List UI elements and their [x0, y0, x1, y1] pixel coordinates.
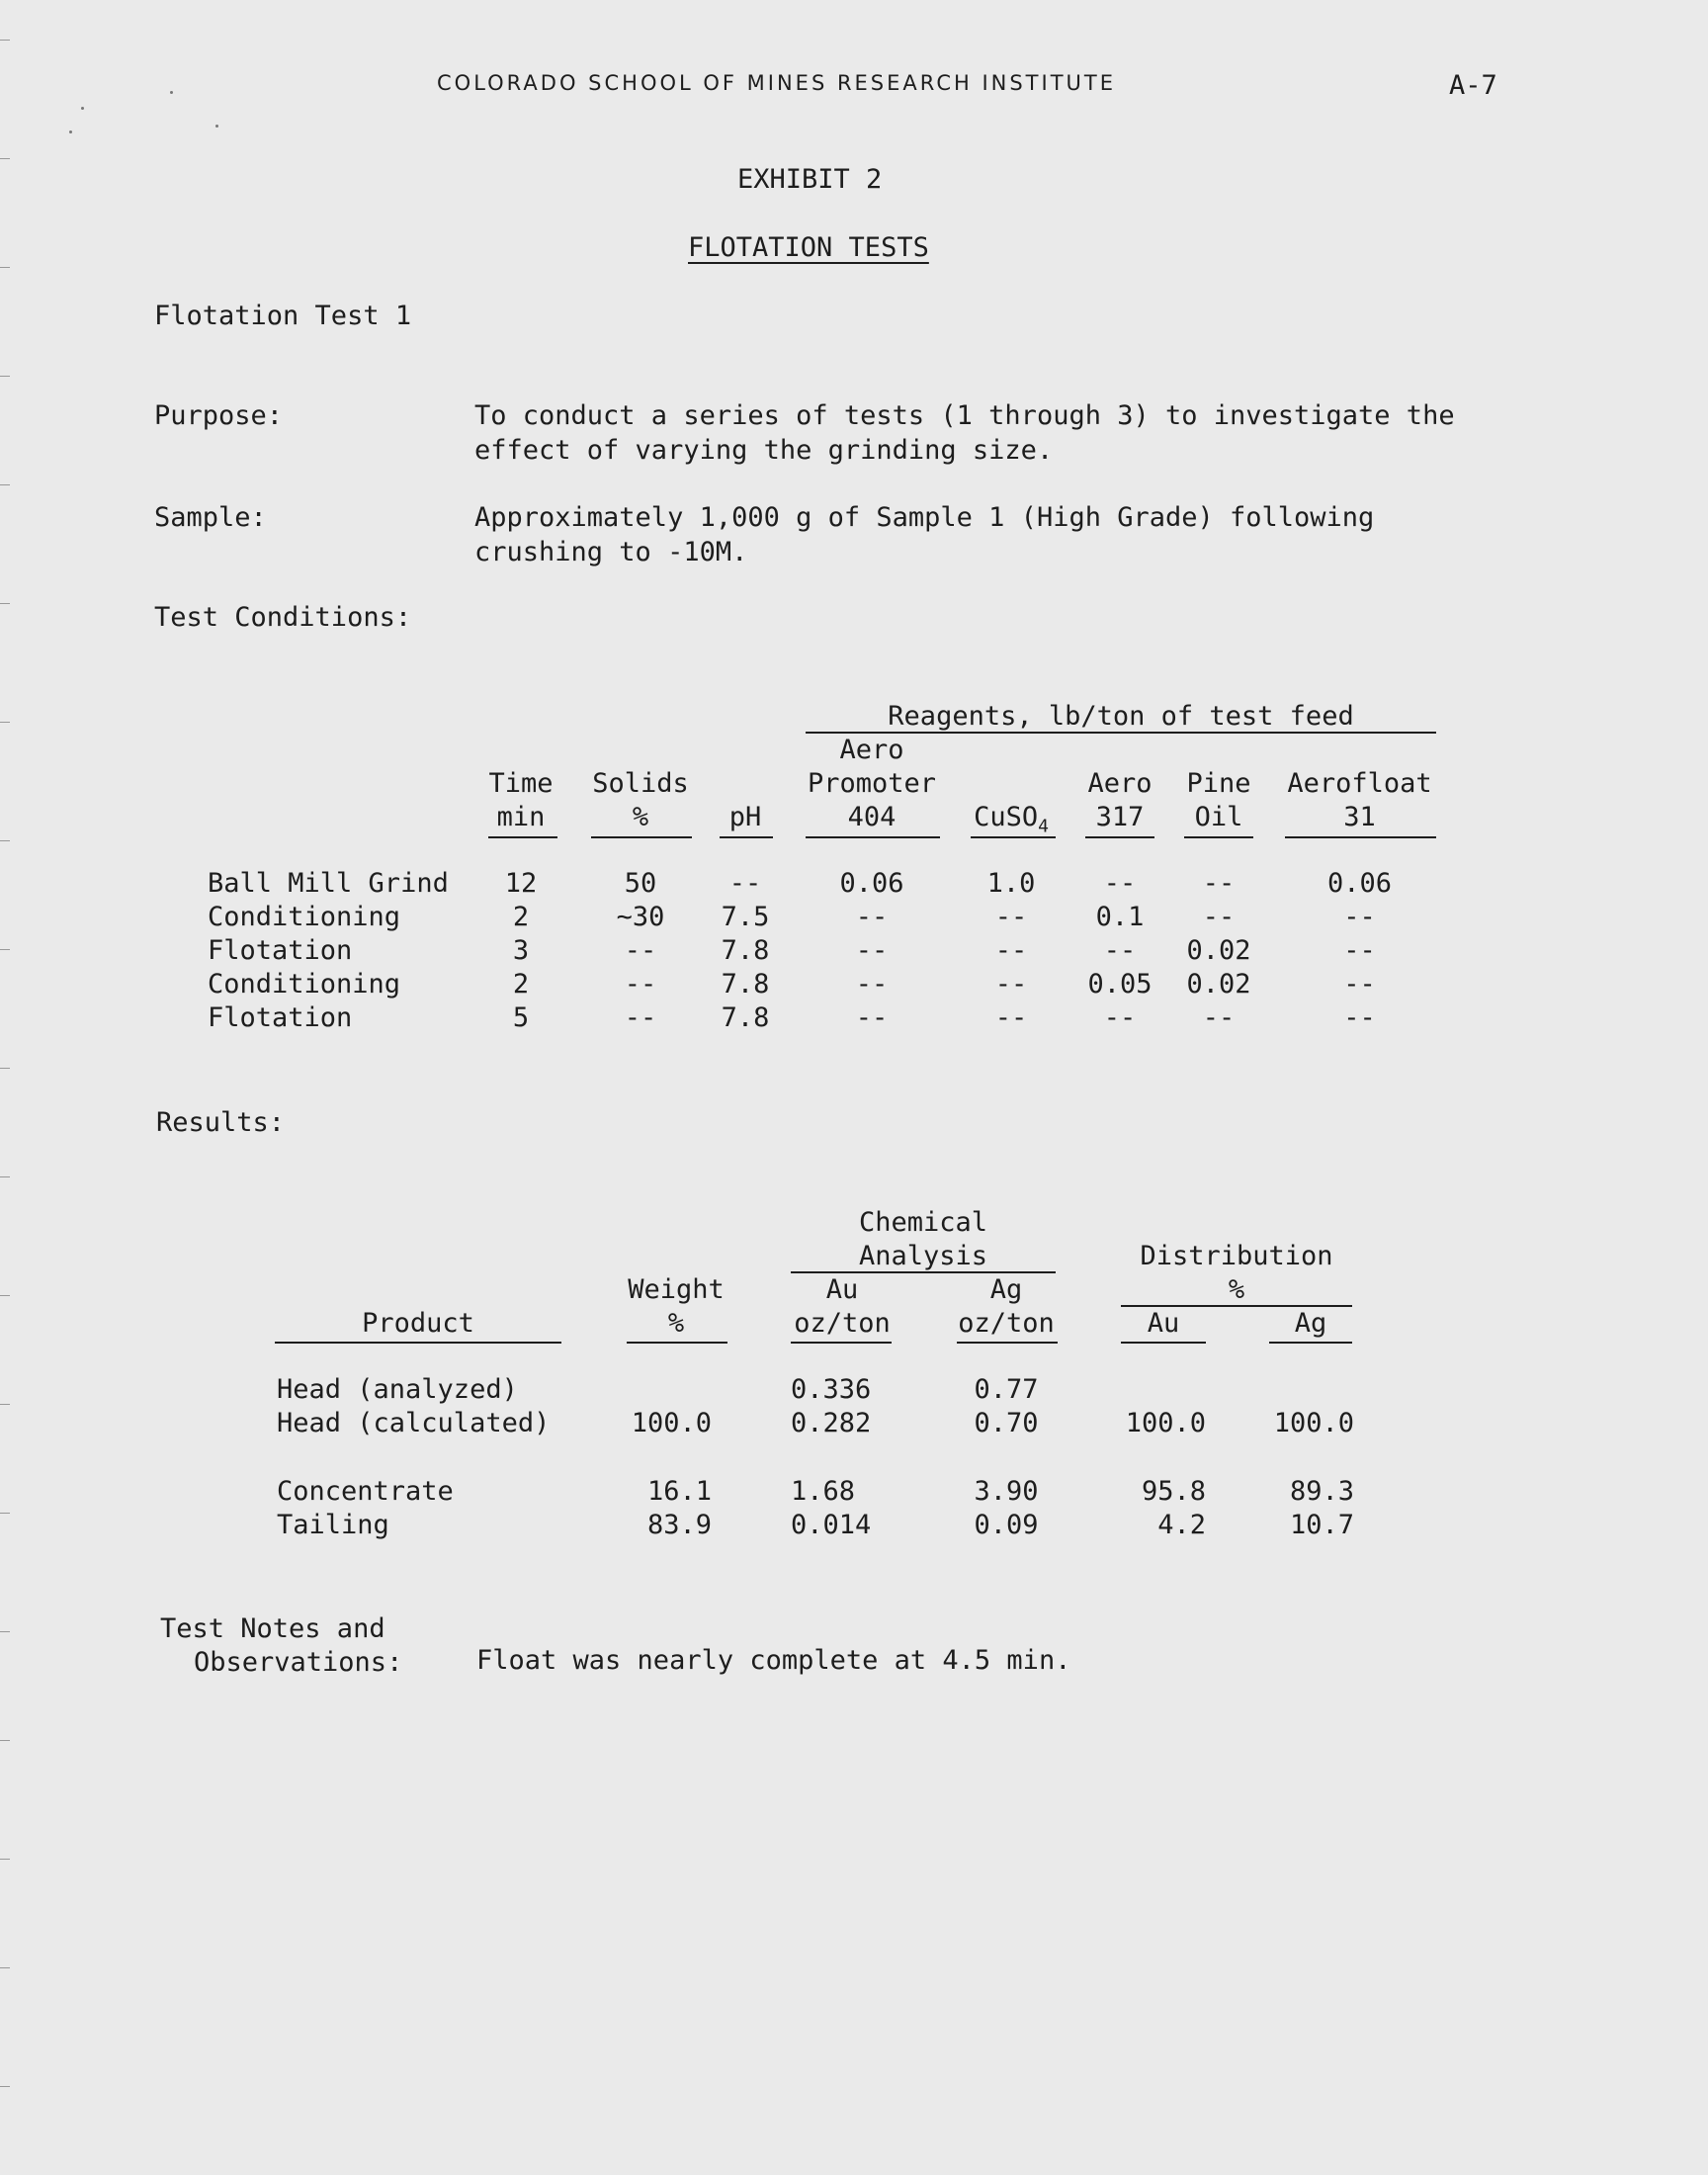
conditions-cell-cuso4: --: [994, 902, 1028, 932]
results-cell-dist-au: 95.8: [1141, 1476, 1206, 1507]
conditions-cell-time: 5: [512, 1002, 530, 1033]
conditions-cell-time: 2: [512, 902, 530, 932]
results-cell-au: 1.68: [791, 1476, 856, 1507]
results-cell-ag: 0.70: [974, 1408, 1039, 1438]
results-cell-product: Concentrate: [277, 1476, 454, 1507]
conditions-cell-time: 2: [512, 969, 530, 1000]
exhibit-title: EXHIBIT 2: [737, 164, 883, 195]
conditions-cell-solids: --: [624, 969, 657, 1000]
test-title: Flotation Test 1: [154, 301, 412, 331]
conditions-cell-af31: --: [1343, 969, 1376, 1000]
conditions-cell-ap404: --: [855, 1002, 889, 1033]
scan-speck: [170, 91, 173, 94]
conditions-cell-time: 3: [512, 935, 530, 966]
results-cell-dist-ag: 10.7: [1289, 1510, 1354, 1540]
dist-header-1: Distribution: [1140, 1241, 1333, 1271]
conditions-cell-ap404: 0.06: [839, 868, 904, 899]
margin-mark: [0, 1967, 10, 1968]
col-weight-header-1: Weight: [628, 1274, 725, 1305]
results-cell-product: Head (calculated): [277, 1408, 551, 1438]
conditions-cell-af31: --: [1343, 1002, 1376, 1033]
conditions-cell-solids: --: [624, 1002, 657, 1033]
col-au-rule: [791, 1342, 892, 1344]
col-weight-header-2: %: [667, 1308, 685, 1339]
col-dist-ag-rule: [1269, 1342, 1352, 1344]
conditions-cell-stage: Flotation: [208, 1002, 353, 1033]
reagents-group-header: Reagents, lb/ton of test feed: [888, 701, 1354, 732]
notes-text: Float was nearly complete at 4.5 min.: [476, 1645, 1071, 1676]
results-cell-ag: 3.90: [974, 1476, 1039, 1507]
conditions-cell-ph: 7.8: [721, 969, 770, 1000]
results-cell-product: Head (analyzed): [277, 1374, 518, 1405]
notes-label-1: Test Notes and: [160, 1613, 385, 1644]
cuso4-label: CuSO: [974, 802, 1039, 832]
margin-mark: [0, 1176, 10, 1177]
conditions-cell-af31: --: [1343, 935, 1376, 966]
sample-label: Sample:: [154, 502, 267, 533]
col-time-rule: [488, 836, 557, 838]
sample-text-line-1: Approximately 1,000 g of Sample 1 (High Grade) following: [474, 502, 1375, 533]
conditions-cell-cuso4: --: [994, 1002, 1028, 1033]
col-aerofloat-header-2: 31: [1343, 802, 1376, 832]
conditions-cell-stage: Conditioning: [208, 969, 401, 1000]
col-aero-promoter-header-3: 404: [847, 802, 897, 832]
results-cell-weight: 16.1: [646, 1476, 712, 1507]
results-cell-ag: 0.77: [974, 1374, 1039, 1405]
margin-mark: [0, 1404, 10, 1405]
conditions-cell-pine: --: [1202, 902, 1236, 932]
conditions-cell-a317: 0.1: [1095, 902, 1145, 932]
margin-mark: [0, 1068, 10, 1069]
col-dist-au-rule: [1121, 1342, 1206, 1344]
col-au-header-2: oz/ton: [794, 1308, 891, 1339]
scan-speck: [81, 107, 84, 110]
conditions-cell-ph: 7.8: [721, 1002, 770, 1033]
col-cuso4-rule: [971, 836, 1056, 838]
purpose-text-line-1: To conduct a series of tests (1 through 3) to investigate the: [474, 400, 1455, 431]
conditions-cell-a317: --: [1103, 1002, 1137, 1033]
dist-header-2: %: [1228, 1274, 1245, 1305]
conditions-cell-pine: 0.02: [1186, 935, 1251, 966]
page-number: A-7: [1449, 70, 1497, 101]
results-cell-dist-ag: 100.0: [1273, 1408, 1354, 1438]
results-cell-au: 0.014: [791, 1510, 872, 1540]
conditions-cell-cuso4: --: [994, 969, 1028, 1000]
col-weight-rule: [627, 1342, 727, 1344]
chem-header-2: Analysis: [858, 1241, 988, 1271]
section-title: FLOTATION TESTS: [688, 232, 929, 263]
margin-mark: [0, 1513, 10, 1514]
col-aero317-header-1: Aero: [1087, 768, 1153, 799]
margin-mark: [0, 840, 10, 841]
results-cell-au: 0.336: [791, 1374, 872, 1405]
conditions-cell-solids: 50: [624, 868, 657, 899]
results-cell-dist-au: 4.2: [1157, 1510, 1206, 1540]
results-cell-weight: 100.0: [631, 1408, 712, 1438]
results-cell-au: 0.282: [791, 1408, 872, 1438]
col-aero317-header-2: 317: [1095, 802, 1145, 832]
col-product-rule: [275, 1342, 561, 1344]
col-ag-header-2: oz/ton: [958, 1308, 1055, 1339]
margin-mark: [0, 484, 10, 485]
margin-mark: [0, 158, 10, 159]
conditions-cell-af31: 0.06: [1326, 868, 1393, 899]
conditions-cell-cuso4: --: [994, 935, 1028, 966]
margin-mark: [0, 376, 10, 377]
results-label: Results:: [156, 1107, 286, 1138]
chem-header-1: Chemical: [858, 1207, 988, 1238]
margin-mark: [0, 1859, 10, 1860]
col-time-header-2: min: [496, 802, 546, 832]
notes-label-2: Observations:: [194, 1647, 403, 1678]
results-cell-dist-ag: 89.3: [1289, 1476, 1354, 1507]
conditions-cell-solids: ~30: [616, 902, 665, 932]
col-product-header: Product: [362, 1308, 474, 1339]
conditions-cell-ph: 7.5: [721, 902, 770, 932]
conditions-label: Test Conditions:: [154, 602, 412, 633]
conditions-cell-pine: --: [1202, 868, 1236, 899]
cuso4-subscript: 4: [1038, 816, 1049, 837]
conditions-cell-ap404: --: [855, 935, 889, 966]
results-cell-weight: 83.9: [646, 1510, 712, 1540]
col-aero-promoter-header-1: Aero: [839, 735, 904, 765]
margin-mark: [0, 40, 10, 41]
conditions-cell-time: 12: [504, 868, 538, 899]
col-dist-au-header: Au: [1147, 1308, 1180, 1339]
scan-speck: [215, 125, 218, 128]
purpose-text-line-2: effect of varying the grinding size.: [474, 435, 1054, 466]
col-ag-rule: [957, 1342, 1058, 1344]
conditions-cell-solids: --: [624, 935, 657, 966]
col-solids-header-2: %: [632, 802, 649, 832]
sample-text-line-2: crushing to -10M.: [474, 537, 748, 567]
col-aero317-rule: [1085, 836, 1154, 838]
conditions-cell-stage: Ball Mill Grind: [208, 868, 449, 899]
institute-header: COLORADO SCHOOL OF MINES RESEARCH INSTITUTE: [437, 71, 1116, 95]
col-pine-oil-header-2: Oil: [1194, 802, 1243, 832]
col-ph-rule: [720, 836, 773, 838]
conditions-cell-stage: Flotation: [208, 935, 353, 966]
col-aerofloat-rule: [1285, 836, 1436, 838]
col-aerofloat-header-1: Aerofloat: [1287, 768, 1432, 799]
col-time-header-1: Time: [488, 768, 554, 799]
results-cell-dist-au: 100.0: [1125, 1408, 1206, 1438]
conditions-cell-af31: --: [1343, 902, 1376, 932]
conditions-cell-a317: --: [1103, 868, 1137, 899]
conditions-cell-stage: Conditioning: [208, 902, 401, 932]
col-ag-header-1: Ag: [989, 1274, 1023, 1305]
conditions-cell-cuso4: 1.0: [986, 868, 1036, 899]
margin-mark: [0, 722, 10, 723]
col-aero-promoter-header-2: Promoter: [807, 768, 937, 799]
conditions-cell-ph: 7.8: [721, 935, 770, 966]
margin-mark: [0, 949, 10, 950]
purpose-label: Purpose:: [154, 400, 284, 431]
col-solids-rule: [591, 836, 692, 838]
conditions-cell-ph: --: [728, 868, 762, 899]
margin-mark: [0, 2086, 10, 2087]
col-solids-header-1: Solids: [592, 768, 689, 799]
conditions-cell-a317: 0.05: [1087, 969, 1153, 1000]
conditions-cell-pine: 0.02: [1186, 969, 1251, 1000]
conditions-cell-ap404: --: [855, 969, 889, 1000]
col-pine-oil-rule: [1184, 836, 1253, 838]
results-cell-product: Tailing: [277, 1510, 389, 1540]
col-ph-header: pH: [728, 802, 762, 832]
margin-mark: [0, 1740, 10, 1741]
scan-speck: [69, 130, 72, 133]
col-aero-promoter-rule: [806, 836, 940, 838]
conditions-cell-pine: --: [1202, 1002, 1236, 1033]
results-cell-ag: 0.09: [974, 1510, 1039, 1540]
margin-mark: [0, 267, 10, 268]
margin-mark: [0, 1295, 10, 1296]
col-pine-oil-header-1: Pine: [1186, 768, 1251, 799]
margin-mark: [0, 1631, 10, 1632]
col-au-header-1: Au: [825, 1274, 859, 1305]
conditions-cell-ap404: --: [855, 902, 889, 932]
conditions-cell-a317: --: [1103, 935, 1137, 966]
margin-mark: [0, 603, 10, 604]
col-dist-ag-header: Ag: [1294, 1308, 1327, 1339]
